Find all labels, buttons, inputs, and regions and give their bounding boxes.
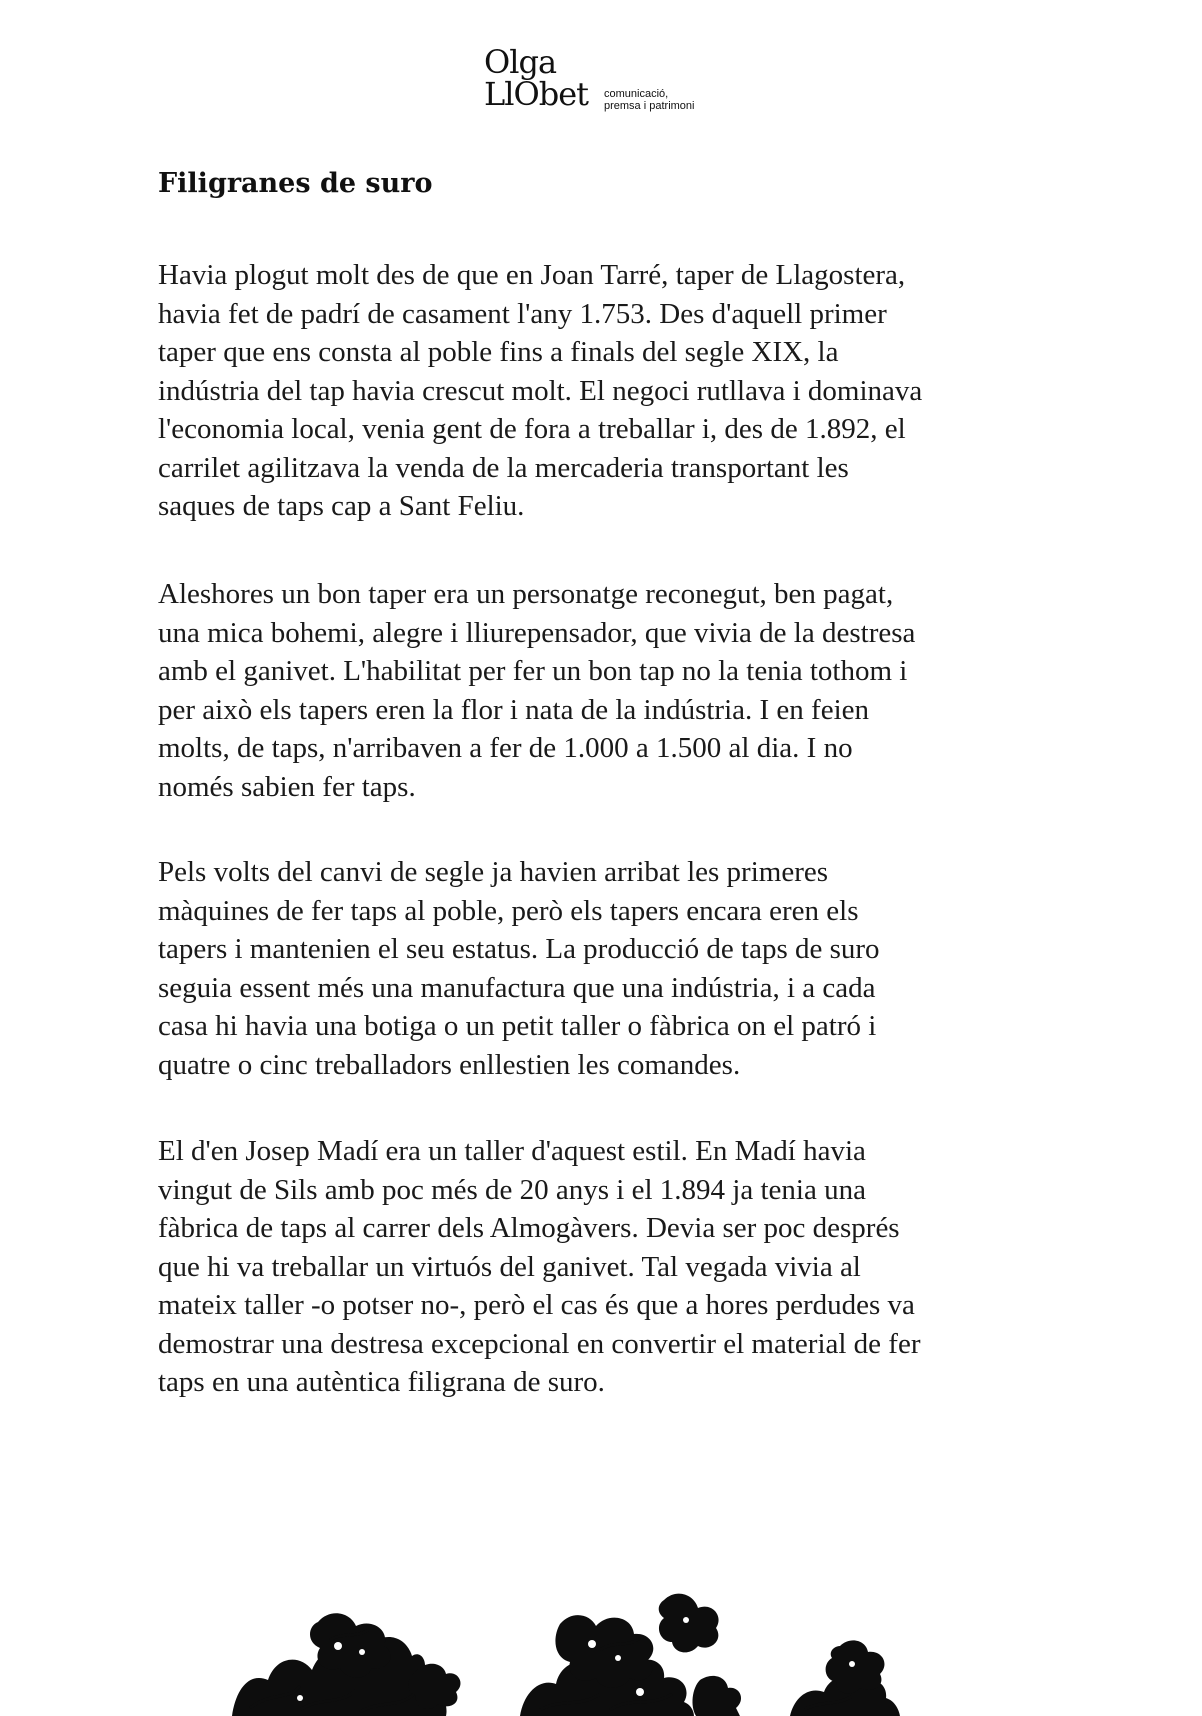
text-line: molts, de taps, n'arribaven a fer de 1.000 a 1.500 al dia. I no [158,732,853,764]
text-line: que hi va treballar un virtuós del ganivet. Tal vegada vivia al [158,1250,861,1283]
text-line: Pels volts del canvi de segle ja havien arribat les primeres [158,856,829,888]
text-line: només sabien fer taps. [158,770,416,803]
text-line: demostrar una destresa excepcional en convertir el material de fer [158,1327,921,1360]
text-line: carrilet agilitzava la venda de la mercaderia transportant les [158,451,849,484]
text-line: fàbrica de taps al carrer dels Almogàvers. Devia ser poc després [158,1212,900,1244]
text-line: l'economia local, venia gent de fora a treballar i, des de 1.892, el [158,413,906,445]
logo-word-first: Olga [484,43,557,81]
text-line: amb el ganivet. L'habilitat per fer un bon tap no la tenia tothom i [158,655,908,687]
text-line: Aleshores un bon taper era un personatge reconegut, ben pagat, [158,578,894,610]
text-line: tapers i mantenien el seu estatus. La producció de taps de suro [158,933,880,965]
text-line: vingut de Sils amb poc més de 20 anys i el 1.894 ja tenia una [158,1173,866,1206]
logo-tagline-line: premsa i patrimoni [604,100,695,112]
text-line: màquines de fer taps al poble, però els tapers encara eren els [158,894,859,927]
text-line: quatre o cinc treballadors enllestien les comandes. [158,1048,741,1081]
text-line: una mica bohemi, alegre i lliurepensador, que vivia de la destresa [158,616,916,649]
paragraph [158,575,1038,806]
cork-carving-illustration [0,1560,1202,1716]
text-line: taper que ens consta al poble fins a finals del segle XIX, la [158,336,839,368]
text-line: indústria del tap havia crescut molt. El negoci rutllava i dominava [158,374,923,407]
logo-tagline-line: comunicació, [604,88,669,100]
brand-logo [484,43,724,120]
text-line: El d'en Josep Madí era un taller d'aquest estil. En Madí havia [158,1135,866,1167]
text-line: taps en una autèntica filigrana de suro. [158,1366,605,1398]
paragraph [158,256,1038,526]
logo-word-second: LlObet [484,75,588,113]
text-line: seguia essent més una manufactura que una indústria, i a cada [158,971,876,1004]
article-title: Filigranes de suro [158,168,433,199]
text-line: mateix taller -o potser no-, però el cas és que a hores perdudes va [158,1289,915,1321]
text-line: Havia plogut molt des de que en Joan Tarré, taper de Llagostera, [158,259,906,291]
logo-tagline [604,88,694,112]
paragraph [158,1132,1038,1402]
text-line: casa hi havia una botiga o un petit taller o fàbrica on el patró i [158,1010,877,1042]
text-line: saques de taps cap a Sant Feliu. [158,490,525,522]
text-line: per això els tapers eren la flor i nata de la indústria. I en feien [158,693,869,726]
paragraph [158,853,1038,1084]
text-line: havia fet de padrí de casament l'any 1.753. Des d'aquell primer [158,297,887,330]
